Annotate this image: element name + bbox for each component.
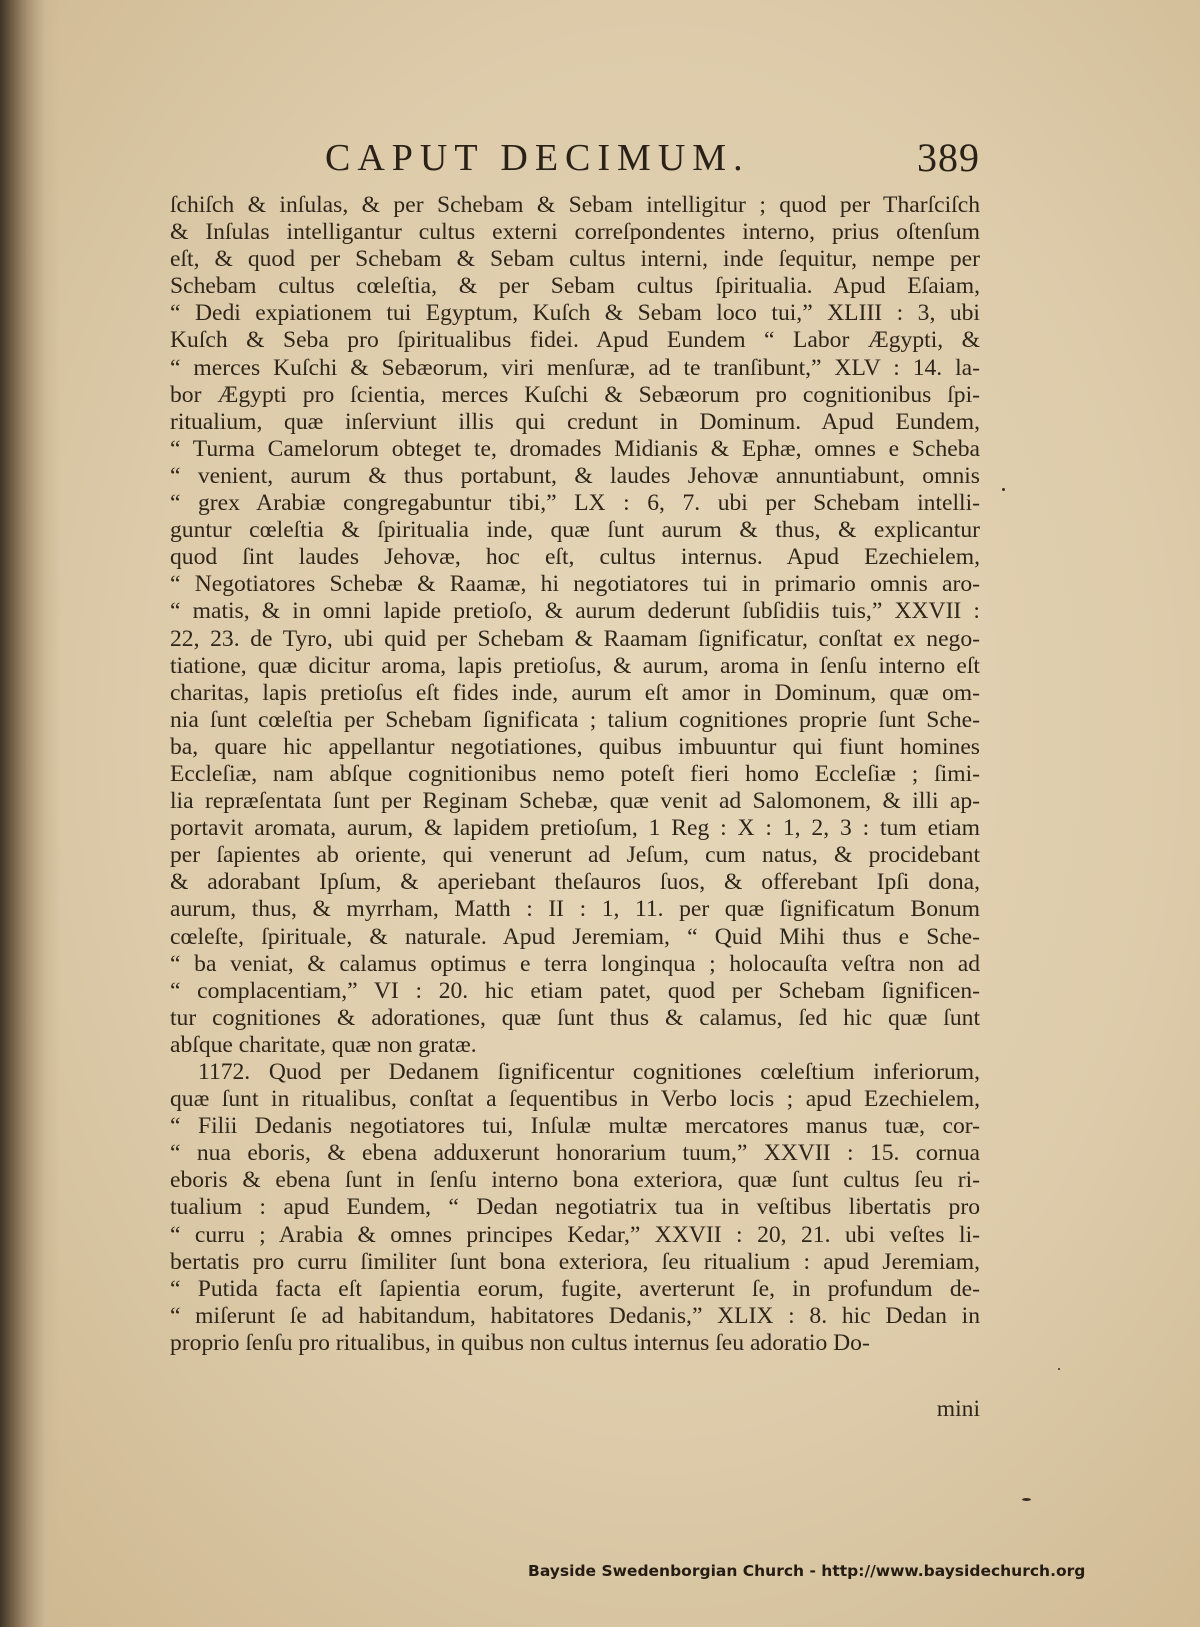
text-line: & adorabant Ipſum, & aperiebant theſauros ſuos, & offerebant Ipſi dona,	[170, 869, 980, 896]
text-line: bor Ægypti pro ſcientia, merces Kuſchi & Sebæorum pro cognitionibus ſpi-	[170, 381, 980, 408]
text-line: “ curru ; Arabia & omnes principes Kedar,” XXVII : 20, 21. ubi veſtes li-	[170, 1221, 980, 1248]
text-line: quæ ſunt in ritualibus, conſtat a ſequentibus in Verbo locis ; apud Ezechielem,	[170, 1086, 980, 1113]
ink-speck	[1058, 1368, 1060, 1370]
text-line: guntur cœleſtia & ſpiritualia inde, quæ ſunt aurum & thus, & explicantur	[170, 517, 980, 544]
running-head: CAPUT DECIMUM.	[325, 137, 750, 179]
text-line: tualium : apud Eundem, “ Dedan negotiatrix tua in veſtibus libertatis pro	[170, 1194, 980, 1221]
text-line: “ miſerunt ſe ad habitandum, habitatores Dedanis,” XLIX : 8. hic Dedan in	[170, 1302, 980, 1329]
page-header	[170, 132, 980, 192]
text-line: eboris & ebena ſunt in ſenſu interno bona exteriora, quæ ſunt cultus ſeu ri-	[170, 1167, 980, 1194]
text-line: “ Turma Camelorum obteget te, dromades Midianis & Ephæ, omnes e Scheba	[170, 435, 980, 462]
text-line: Schebam cultus cœleſtia, & per Sebam cultus ſpiritualia. Apud Eſaiam,	[170, 273, 980, 300]
footer-credit: Bayside Swedenborgian Church - http://www.baysidechurch.org	[528, 1562, 1086, 1580]
text-line: lia repræſentata ſunt per Reginam Schebæ, quæ venit ad Salomonem, & illi ap-	[170, 788, 980, 815]
text-line: nia ſunt cœleſtia per Schebam ſignificata ; talium cognitiones proprie ſunt Sche-	[170, 706, 980, 733]
text-line: 1172. Quod per Dedanem ſignificentur cognitiones cœleſtium inferiorum,	[198, 1059, 980, 1085]
text-line: “ matis, & in omni lapide pretioſo, & aurum dederunt ſubſidiis tuis,” XXVII :	[170, 598, 980, 625]
page-number: 389	[917, 135, 980, 180]
text-line: “ venient, aurum & thus portabunt, & laudes Jehovæ annuntiabunt, omnis	[170, 462, 980, 489]
text-line: Eccleſiæ, nam abſque cognitionibus nemo poteſt fieri homo Eccleſiæ ; ſimi-	[170, 760, 980, 787]
ink-speck	[1002, 488, 1005, 491]
text-line: ſchiſch & inſulas, & per Schebam & Sebam intelligitur ; quod per Tharſciſch	[170, 192, 980, 218]
text-line: “ complacentiam,” VI : 20. hic etiam patet, quod per Schebam ſignificen-	[170, 977, 980, 1004]
text-line: “ Putida facta eſt ſapientia eorum, fugite, averterunt ſe, in profundum de-	[170, 1275, 980, 1302]
text-line: “ merces Kuſchi & Sebæorum, viri menſuræ, ad te tranſibunt,” XLV : 14. la-	[170, 354, 980, 381]
text-line: “ Dedi expiationem tui Egyptum, Kuſch & Sebam loco tui,” XLIII : 3, ubi	[170, 300, 980, 327]
text-line: ba, quare hic appellantur negotiationes, quibus imbuuntur qui fiunt homines	[170, 733, 980, 760]
text-line: aurum, thus, & myrrham, Matth : II : 1, 11. per quæ ſignificatum Bonum	[170, 896, 980, 923]
ink-speck	[1022, 1498, 1031, 1501]
body-text	[170, 192, 980, 1392]
text-line: abſque charitate, quæ non gratæ.	[170, 1031, 477, 1058]
text-line: ritualium, quæ inſerviunt illis qui credunt in Dominum. Apud Eundem,	[170, 408, 980, 435]
text-line: cœleſte, ſpirituale, & naturale. Apud Jeremiam, “ Quid Mihi thus e Sche-	[170, 923, 980, 950]
text-line: Kuſch & Seba pro ſpiritualibus fidei. Apud Eundem “ Labor Ægypti, &	[170, 327, 980, 354]
catchword: mini	[936, 1396, 980, 1422]
text-line: tur cognitiones & adorationes, quæ ſunt thus & calamus, ſed hic quæ ſunt	[170, 1004, 980, 1031]
text-line: bertatis pro curru ſimiliter ſunt bona exteriora, ſeu ritualium : apud Jeremiam,	[170, 1248, 980, 1275]
text-line: “ Filii Dedanis negotiatores tui, Inſulæ multæ mercatores manus tuæ, cor-	[170, 1113, 980, 1140]
text-line: “ ba veniat, & calamus optimus e terra longinqua ; holocauſta veſtra non ad	[170, 950, 980, 977]
text-line: tiatione, quæ dicitur aroma, lapis pretioſus, & aurum, aroma in ſenſu interno eſt	[170, 652, 980, 679]
text-line: 22, 23. de Tyro, ubi quid per Schebam & Raamam ſignificatur, conſtat ex nego-	[170, 625, 980, 652]
text-line: proprio ſenſu pro ritualibus, in quibus non cultus internus ſeu adoratio Do-	[170, 1329, 870, 1356]
book-binding-shadow	[0, 0, 60, 1627]
text-line: charitas, lapis pretioſus eſt fides inde, aurum eſt amor in Dominum, quæ om-	[170, 679, 980, 706]
text-line: portavit aromata, aurum, & lapidem pretioſum, 1 Reg : X : 1, 2, 3 : tum etiam	[170, 815, 980, 842]
text-line: & Inſulas intelligantur cultus externi correſpondentes interno, prius oſtenſum	[170, 219, 980, 246]
text-line: “ grex Arabiæ congregabuntur tibi,” LX : 6, 7. ubi per Schebam intelli-	[170, 490, 980, 517]
text-line: per ſapientes ab oriente, qui venerunt ad Jeſum, cum natus, & procidebant	[170, 842, 980, 869]
text-line: quod ſint laudes Jehovæ, hoc eſt, cultus internus. Apud Ezechielem,	[170, 544, 980, 571]
text-line: “ Negotiatores Schebæ & Raamæ, hi negotiatores tui in primario omnis aro-	[170, 571, 980, 598]
text-line: “ nua eboris, & ebena adduxerunt honorarium tuum,” XXVII : 15. cornua	[170, 1140, 980, 1167]
text-line: eſt, & quod per Schebam & Sebam cultus interni, inde ſequitur, nempe per	[170, 246, 980, 273]
